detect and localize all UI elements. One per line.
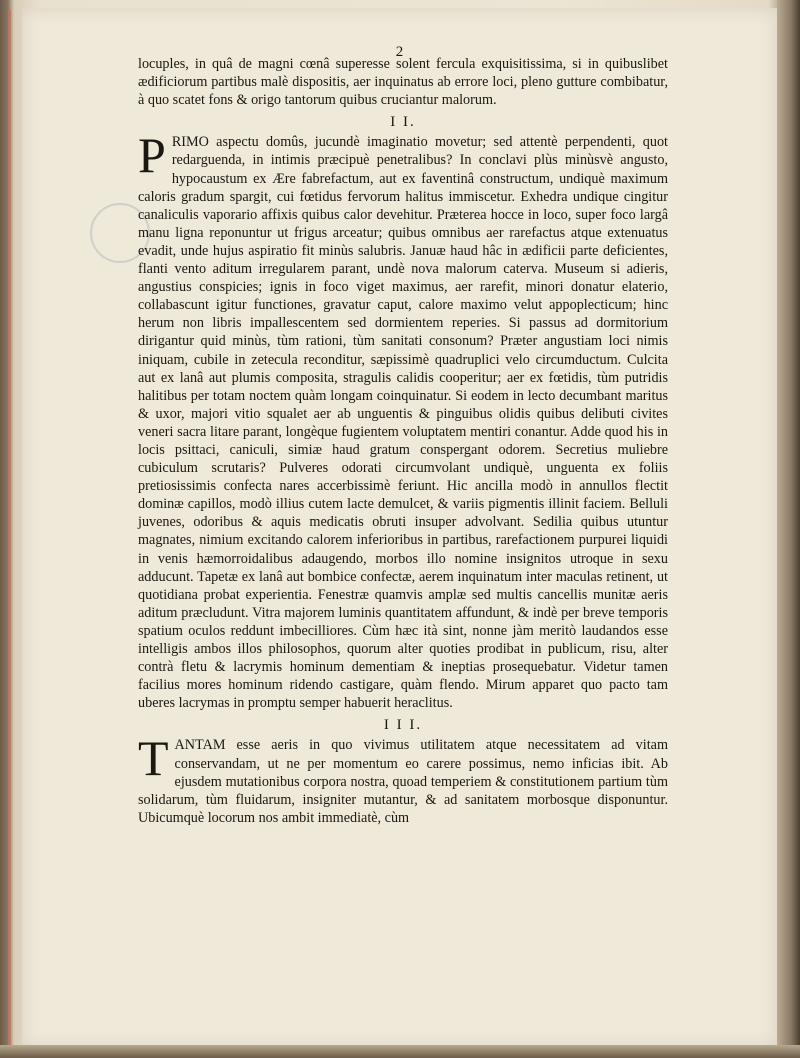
section-heading-2: I I. bbox=[390, 114, 416, 131]
paragraph-section-3 bbox=[138, 730, 668, 826]
text-body bbox=[138, 55, 668, 827]
paragraph-section-2-text: RIMO aspectu domûs, jucundè imaginatio movetur; sed attentè perpendenti, quot redarguenda, in intimis præcipuè penetralibus? In conclavi plùs minùsvè angusto, hypocaustum ex Ære fabrefactum, aut ex faventinâ constructum, undiquè maximum caloris gradum spargit, cui fœtidus fervorum halitus immiscetur. Exhedra undique cingitur canaliculis vaporario affixis quibus calor devehitur. Præterea hocce in loco, super foco largâ manu ligna reponuntur ut frigus arceatur; quibus omnibus aer rarefactus atque extenuatus evadit, unde hujus aspiratio fit minùs salubris. Januæ haud hâc in ædificii parte deficientes, flanti vento aditum irregularem parant, undè nova malorum caterva. Museum si adieris, angustius conspicies; ignis in foco viget maximus, aer rarefit, minori donatur elaterio, collabascunt igitur functiones, gravatur caput, calore maximo velut appoplecticum; hinc herum non libris impallescentem sed dormientem reperies. Si passus ad dormitorium dirigantur quid minùs, tùm rationi, tùm sanitati consonum? Præter angustiam loci nimis iniquam, cubile in zetecula reconditur, sæpissimè quadruplici velo circumductum. Culcita aut ex lanâ aut plumis composita, stragulis calidis cooperitur; aer ex fœtidis, tùm putridis halitibus per totam noctem quàm longam coinquinatur. Si eodem in lecto decumbant maritus & uxor, majori vitio squalet aer ab unguentis & pinguibus olidis quibus delibuti civites veneri sacra litare parant, longèque fugientem voluptatem mentiri conantur. Adde quod his in locis psittaci, caniculi, simiæ haud gratum conspergant odorem. Secretius muliebre cubiculum scrutaris? Pulveres odorati circumvolant undiquè, unguenta ex foliis pretiosissimis confecta nares accerbissimè feriunt. Hic ancilla modò in annullos flectit dominæ capillos, modò illius cutem lacte demulcet, & variis pigmentis illinit faciem. Belluli juvenes, odoribus & aquis medicatis obruti insuper advolvant. Sedilia quibus utuntur magnates, nimium excitando calorem inferioribus in partibus, rarefactionem purpurei liquidi in venis hæmorroidalibus adaugendo, morbos illo nomine insignitos utroque in sexu adducunt. Tapetæ ex lanâ aut bombice confectæ, aerem inquinatum inter maculas retinent, ut quotidiana probat experientia. Fenestræ quamvis amplæ sed multis cancellis munitæ aeris aditum præcludunt. Vitra majorem luminis quantitatem affundunt, & indè per breve temporis spatium oculos reddunt imbecilliores. Cùm hæc ità sint, nonne jàm meritò laudandos esse intelligis ambos illos philosophos, quorum alter quoties prodibat in publicum, risu, alter contrà fletu & lacrymis hominum dementiam & ineptias prosequebatur. Videtur tamen facilius mores hominum ridendo castigare, quàm flendo. Mirum apparet quo pacto tam uberes lacrymas in promptu semper habuerit heraclitus. bbox=[138, 134, 668, 712]
left-margin-rule bbox=[8, 10, 11, 1045]
drop-cap-T: T bbox=[138, 730, 169, 787]
paragraph-section-3-text: ANTAM esse aeris in quo vivimus utilitatem atque necessitatem ad vitam conservandam, ut ne per momentum eo carere possimus, nemo inficias ibit. Ab ejusdem mutationibus corpora nostra, quoad temperiem & constitutionem partium tùm solidarum, tùm fluidarum, insigniter mutantur, & ad sanitatem morbosque disponuntur. Ubicumquè locorum nos ambit immediatè, cùm bbox=[138, 737, 668, 826]
book-gutter-edge bbox=[777, 0, 800, 1058]
section-heading-3: I I I. bbox=[383, 717, 423, 734]
book-bottom-edge bbox=[0, 1045, 800, 1058]
paragraph-continuation: locuples, in quâ de magni cœnâ superesse solent fercula exquisitissima, si in quibuslibet ædificiorum partibus malè dispositis, aer inquinatus ab errore loci, pleno gutture combibatur, à quo scatet fons & origo tantorum quibus cruciantur malorum. bbox=[138, 56, 668, 109]
drop-cap-P: P bbox=[138, 127, 166, 184]
paragraph-section-2 bbox=[138, 127, 668, 712]
page-number: 2 bbox=[395, 44, 404, 60]
